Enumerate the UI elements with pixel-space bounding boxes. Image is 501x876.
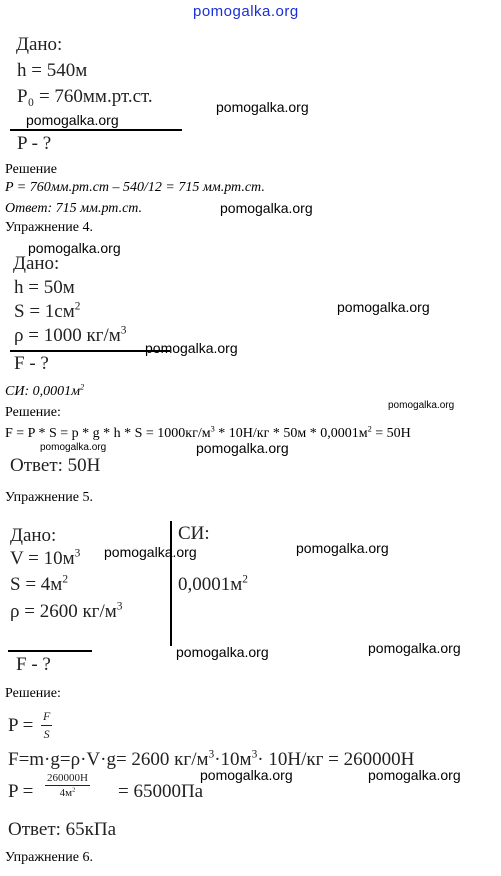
ex5-given-area: $S = 4м^2$ (10, 573, 69, 595)
ex4-given-area: $S = 1см^2$ (14, 300, 81, 322)
ex4-solution-formula: $F = P * S = p * g * h * S = 1000кг/м^3 * 10Н/кг * 50м * 0,0001м^2 = 50Н$ (5, 424, 411, 441)
ex4-given-title: Дано: (13, 253, 60, 274)
watermark: pomogalka.org (28, 240, 121, 256)
exercise-5-title: Упражнение 5. (5, 490, 93, 505)
watermark: pomogalka.org (176, 644, 269, 660)
watermark: pomogalka.org (26, 112, 119, 128)
exercise-6-title: Упражнение 6. (5, 850, 93, 865)
solution-label: Решение (5, 162, 58, 177)
ex5-pressure-result: = 65000Па (118, 781, 204, 802)
watermark: pomogalka.org (216, 99, 309, 115)
given-height: h = 540м (17, 60, 88, 81)
ex4-find-f: F - ? (14, 353, 49, 374)
site-header-link[interactable]: pomogalka.org (193, 3, 299, 20)
ex5-given-title: Дано: (10, 525, 57, 546)
watermark: pomogalka.org (296, 540, 389, 556)
watermark: pomogalka.org (196, 440, 289, 456)
ex5-find-f: F - ? (16, 654, 51, 675)
ex5-pressure-eq-2: P = (8, 781, 34, 802)
ex4-given-density: ρ = 1000 $кг/м^3$ (14, 324, 127, 346)
ex5-si-value: $0,0001м^2$ (178, 573, 248, 595)
exercise-4-title: Упражнение 4. (5, 220, 93, 235)
ex5-answer: Ответ: 65кПа (8, 819, 117, 840)
ex4-answer: Ответ: 50Н (10, 455, 101, 476)
watermark: pomogalka.org (388, 400, 455, 411)
watermark: pomogalka.org (200, 767, 293, 783)
watermark: pomogalka.org (104, 544, 197, 560)
given-divider (10, 129, 182, 131)
solution-formula: P = 760мм.рт.ст – 540/12 = 715 мм.рт.ст. (5, 180, 265, 195)
watermark: pomogalka.org (337, 299, 430, 315)
ex5-si-title: СИ: (178, 523, 210, 544)
given-title: Дано: (16, 34, 63, 55)
ex5-given-divider (8, 650, 92, 652)
watermark: pomogalka.org (145, 340, 238, 356)
watermark: pomogalka.org (368, 767, 461, 783)
ex5-fraction-f-over-s: $\frac{F}{S}$ (43, 709, 51, 741)
ex5-solution-label: Решение: (5, 686, 61, 701)
watermark: pomogalka.org (368, 640, 461, 656)
find-p: P - ? (17, 133, 52, 154)
ex4-solution-label: Решение: (5, 405, 61, 420)
ex4-si: СИ: $0,0001м^2$ (5, 382, 85, 399)
ex5-pressure-eq: P = (8, 715, 34, 736)
ex5-given-density: ρ = 2600 $кг/м^3$ (10, 600, 123, 622)
ex5-fraction-force-over-area: 260000Н $4м^2$ (47, 772, 88, 799)
ex4-given-height: h = 50м (14, 277, 75, 298)
given-pressure-p0: P₀ = 760мм.рт.ст. (17, 86, 153, 107)
watermark: pomogalka.org (40, 442, 107, 453)
watermark: pomogalka.org (220, 200, 313, 216)
answer-text: Ответ: 715 мм.рт.ст. (5, 201, 143, 216)
ex5-given-volume: $V = 10м^3$ (10, 547, 81, 569)
ex5-solution-formula: F=m·g=ρ·V·g= 2600 $кг/м^3\cdot 10м^3\cdot 10Н/кг = 260000Н$ (8, 748, 415, 770)
ex5-si-vertical-divider (170, 521, 172, 646)
